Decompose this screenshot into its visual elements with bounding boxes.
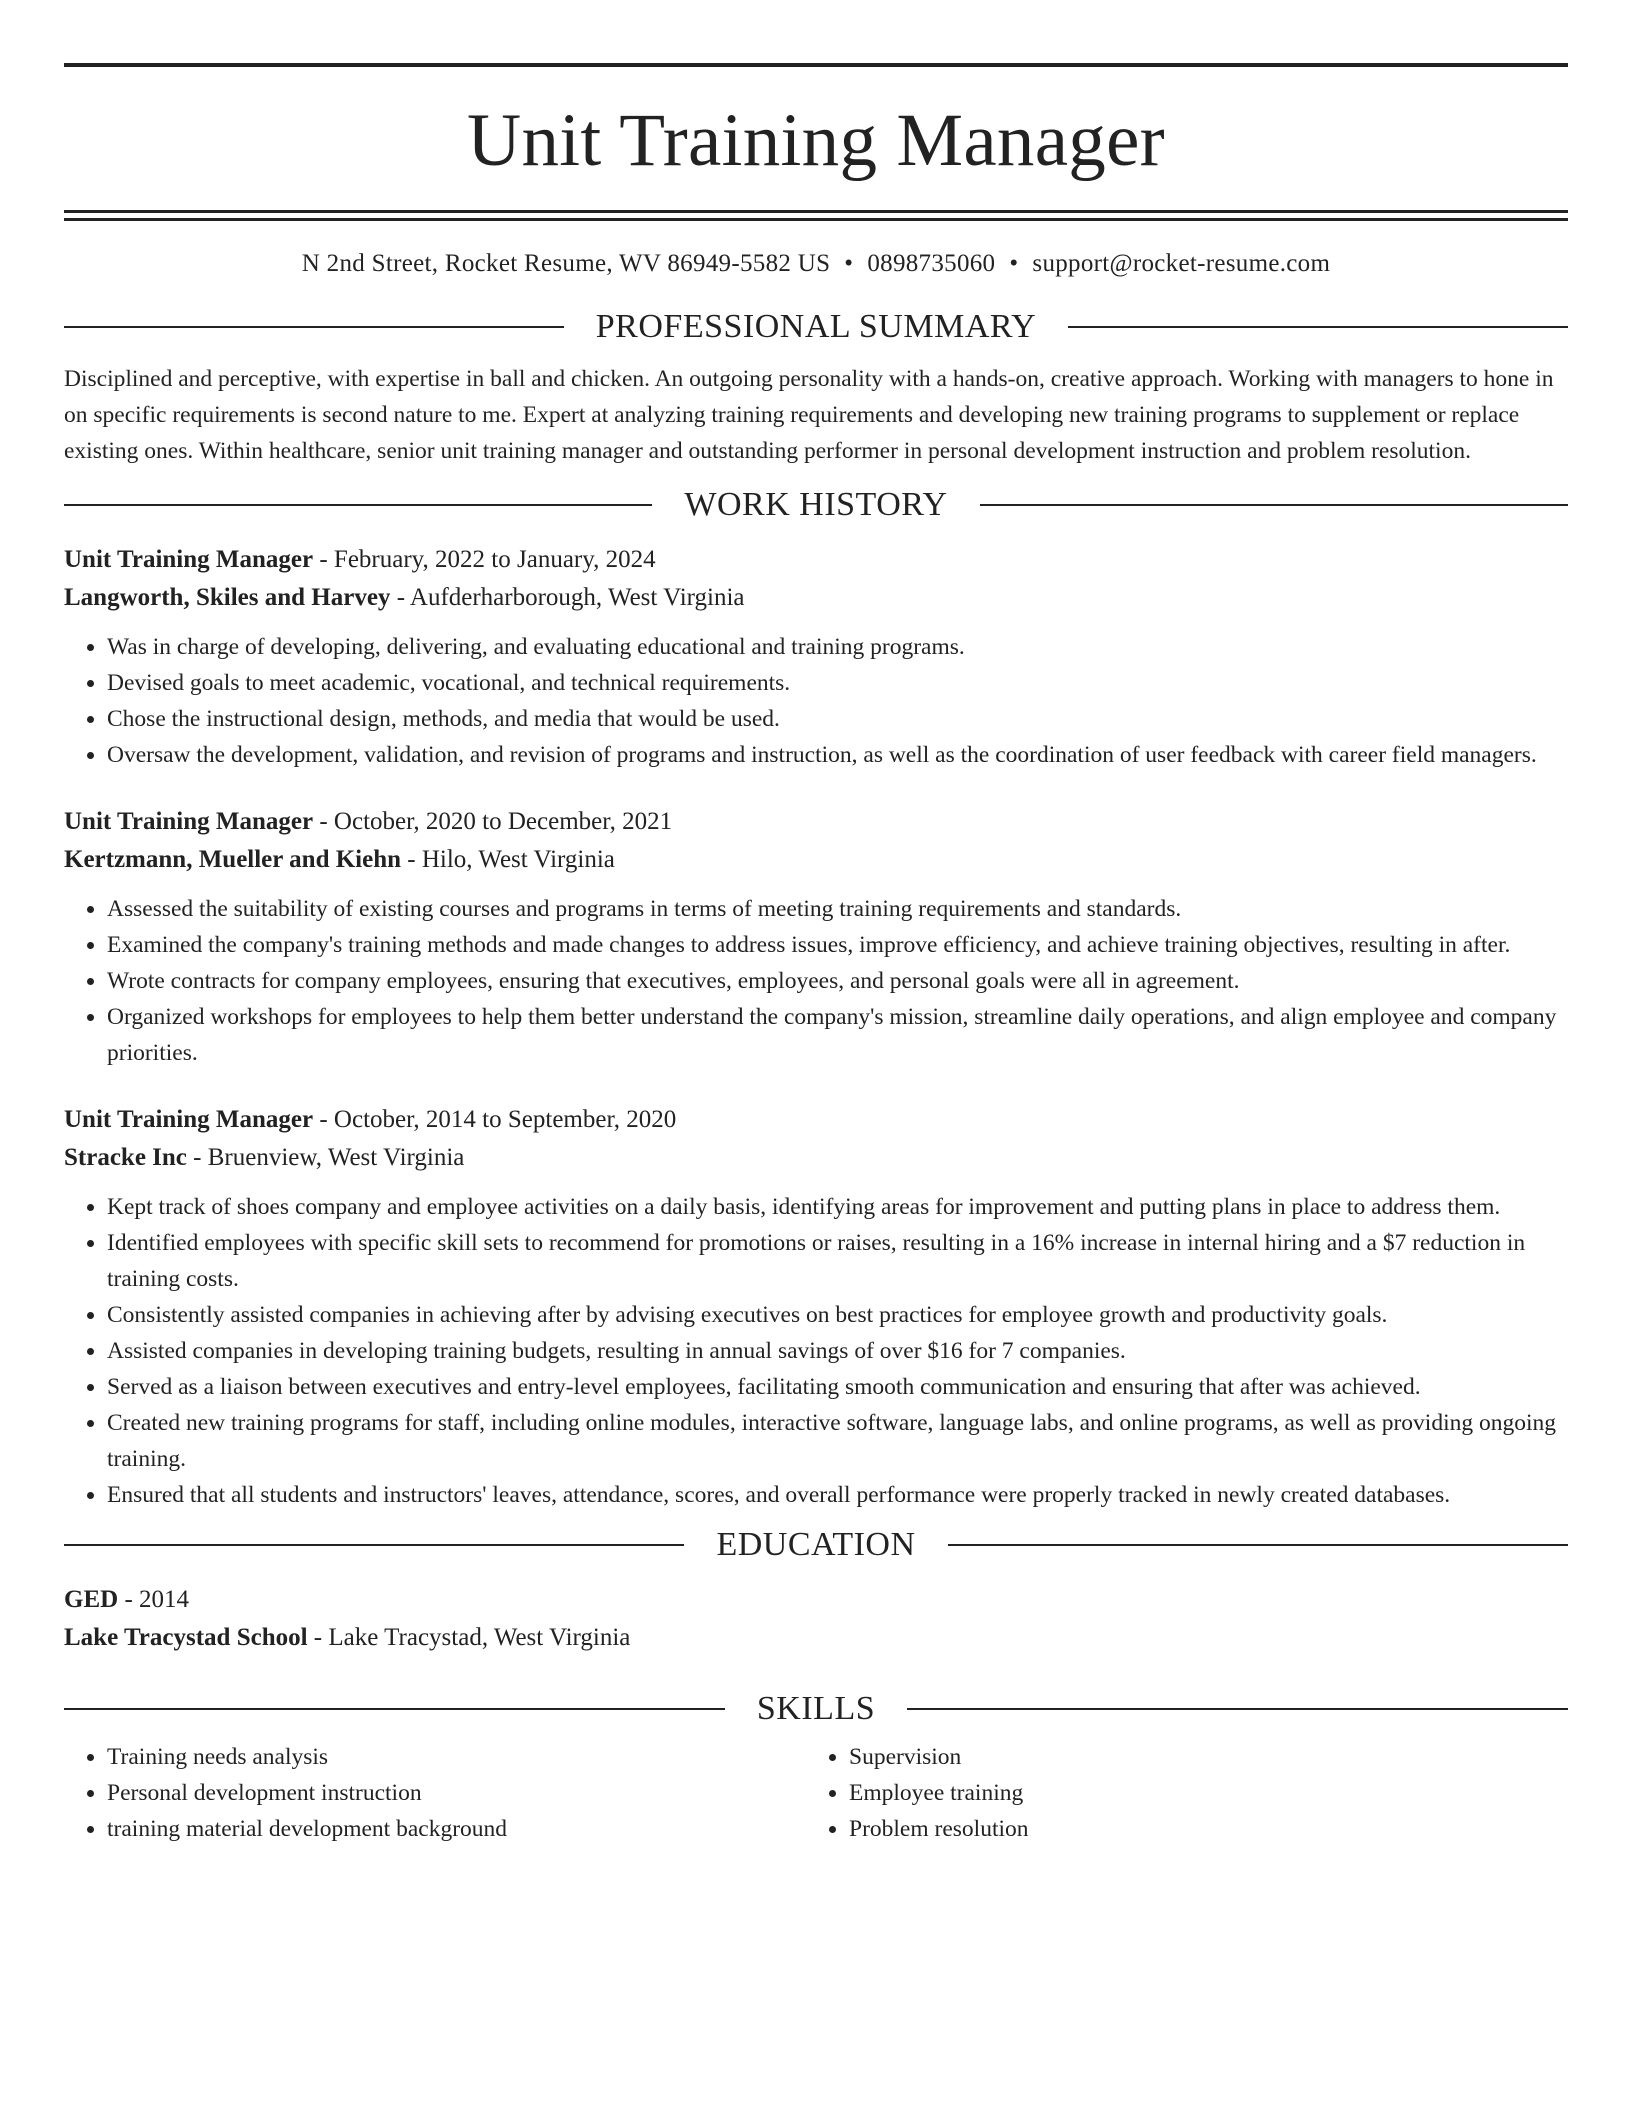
- skill-item: • Training needs analysis: [107, 1739, 806, 1775]
- job-dates: - February, 2022 to January, 2024: [313, 546, 656, 573]
- contact-address: N 2nd Street, Rocket Resume, WV 86949-5582 US: [301, 250, 831, 277]
- job-bullet-list: [64, 629, 1568, 773]
- summary-section-heading: [64, 307, 1568, 347]
- contact-line: [64, 249, 1568, 279]
- heading-rule-left: [64, 326, 564, 328]
- work-heading-label: WORK HISTORY: [684, 486, 948, 523]
- heading-rule-right: [1068, 326, 1568, 328]
- job-bullet: • Devised goals to meet academic, vocational, and technical requirements.: [107, 665, 1568, 701]
- job-bullet: • Was in charge of developing, delivering, and evaluating educational and training programs.: [107, 629, 1568, 665]
- job-bullet: • Examined the company's training methods and made changes to address issues, improve efficiency, and achieve training objectives, resulting in after.: [107, 927, 1568, 963]
- summary-text: Disciplined and perceptive, with expertise in ball and chicken. An outgoing personality with a hands-on, creative approach. Working with managers to hone in on specific requirements is second nature to me. Expert at analyzing training requirements and developing new training programs to supplement or replace existing ones. Within healthcare, senior unit training manager and outstanding performer in personal development instruction and problem resolution.: [64, 366, 1554, 464]
- job-bullet: • Oversaw the development, validation, and revision of programs and instruction, as well as the coordination of user feedback with career field managers.: [107, 737, 1568, 773]
- skill-item: • training material development background: [107, 1811, 806, 1847]
- header-double-rule: [64, 210, 1568, 221]
- job-bullet: • Kept track of shoes company and employee activities on a daily basis, identifying areas for improvement and putting plans in place to address them.: [107, 1189, 1568, 1225]
- skill-item: • Employee training: [849, 1775, 1548, 1811]
- job-company: Langworth, Skiles and Harvey: [64, 584, 391, 611]
- skills-heading-label: SKILLS: [756, 1690, 876, 1727]
- job-company: Kertzmann, Mueller and Kiehn: [64, 846, 402, 873]
- job-title: Unit Training Manager: [64, 808, 314, 835]
- job-dates: - October, 2020 to December, 2021: [313, 808, 673, 835]
- skill-item: • Problem resolution: [849, 1811, 1548, 1847]
- heading-rule-left: [64, 1708, 725, 1710]
- contact-separator: •: [1009, 250, 1019, 277]
- education-heading-label: EDUCATION: [716, 1526, 916, 1563]
- heading-rule-left: [64, 504, 652, 506]
- heading-rule-right: [980, 504, 1568, 506]
- education-degree: GED: [64, 1586, 119, 1613]
- job-title: Unit Training Manager: [64, 1106, 314, 1133]
- job-bullet: • Consistently assisted companies in achieving after by advising executives on best practices for employee growth and productivity goals.: [107, 1297, 1568, 1333]
- job-entry: [64, 541, 1568, 773]
- skills-list-left: [64, 1739, 806, 1847]
- job-bullet: • Assisted companies in developing training budgets, resulting in annual savings of over $16 for 7 companies.: [107, 1333, 1568, 1369]
- education-school-line: [64, 1619, 1568, 1657]
- header-top-rule: [64, 63, 1568, 67]
- job-bullet: • Chose the instructional design, methods, and media that would be used.: [107, 701, 1568, 737]
- education-location: - Lake Tracystad, West Virginia: [307, 1624, 631, 1651]
- job-company: Stracke Inc: [64, 1144, 187, 1171]
- contact-email: support@rocket-resume.com: [1032, 250, 1331, 277]
- education-section-heading: [64, 1525, 1568, 1565]
- job-bullet-list: [64, 891, 1568, 1071]
- job-dates: - October, 2014 to September, 2020: [313, 1106, 677, 1133]
- skills-list-right: [806, 1739, 1548, 1847]
- job-entry: [64, 1101, 1568, 1513]
- job-title-line: [64, 1101, 1568, 1139]
- skill-item: • Personal development instruction: [107, 1775, 806, 1811]
- job-company-line: [64, 841, 1568, 879]
- skills-grid: [64, 1739, 1568, 1847]
- job-company-line: [64, 1139, 1568, 1177]
- education-degree-line: [64, 1581, 1568, 1619]
- job-title-line: [64, 803, 1568, 841]
- skills-section-heading: [64, 1689, 1568, 1729]
- job-bullet: • Served as a liaison between executives and entry-level employees, facilitating smooth communication and ensuring that after was achieved.: [107, 1369, 1568, 1405]
- job-entry: [64, 803, 1568, 1071]
- summary-heading-label: PROFESSIONAL SUMMARY: [595, 308, 1037, 345]
- job-bullet: • Created new training programs for staff, including online modules, interactive software, language labs, and online programs, as well as providing ongoing training.: [107, 1405, 1568, 1477]
- job-bullet: • Wrote contracts for company employees, ensuring that executives, employees, and personal goals were all in agreement.: [107, 963, 1568, 999]
- resume-name-heading: Unit Training Manager: [467, 99, 1165, 182]
- skill-item: • Supervision: [849, 1739, 1548, 1775]
- job-title: Unit Training Manager: [64, 546, 314, 573]
- job-location: - Bruenview, West Virginia: [186, 1144, 465, 1171]
- heading-rule-right: [948, 1544, 1568, 1546]
- education-year: - 2014: [118, 1586, 190, 1613]
- heading-rule-left: [64, 1544, 684, 1546]
- job-bullet: • Identified employees with specific skill sets to recommend for promotions or raises, resulting in a 16% increase in internal hiring and a $7 reduction in training costs.: [107, 1225, 1568, 1297]
- job-title-line: [64, 541, 1568, 579]
- education-entry: [64, 1581, 1568, 1657]
- job-bullet: • Ensured that all students and instructors' leaves, attendance, scores, and overall performance were properly tracked in newly created databases.: [107, 1477, 1568, 1513]
- job-bullet: • Assessed the suitability of existing courses and programs in terms of meeting training requirements and standards.: [107, 891, 1568, 927]
- job-bullet: • Organized workshops for employees to help them better understand the company's mission, streamline daily operations, and align employee and company priorities.: [107, 999, 1568, 1071]
- heading-rule-right: [907, 1708, 1568, 1710]
- job-company-line: [64, 579, 1568, 617]
- contact-phone: 0898735060: [867, 250, 996, 277]
- job-location: - Hilo, West Virginia: [401, 846, 615, 873]
- work-section-heading: [64, 485, 1568, 525]
- job-location: - Aufderharborough, West Virginia: [390, 584, 745, 611]
- contact-separator: •: [844, 250, 854, 277]
- education-school: Lake Tracystad School: [64, 1624, 308, 1651]
- job-bullet-list: [64, 1189, 1568, 1513]
